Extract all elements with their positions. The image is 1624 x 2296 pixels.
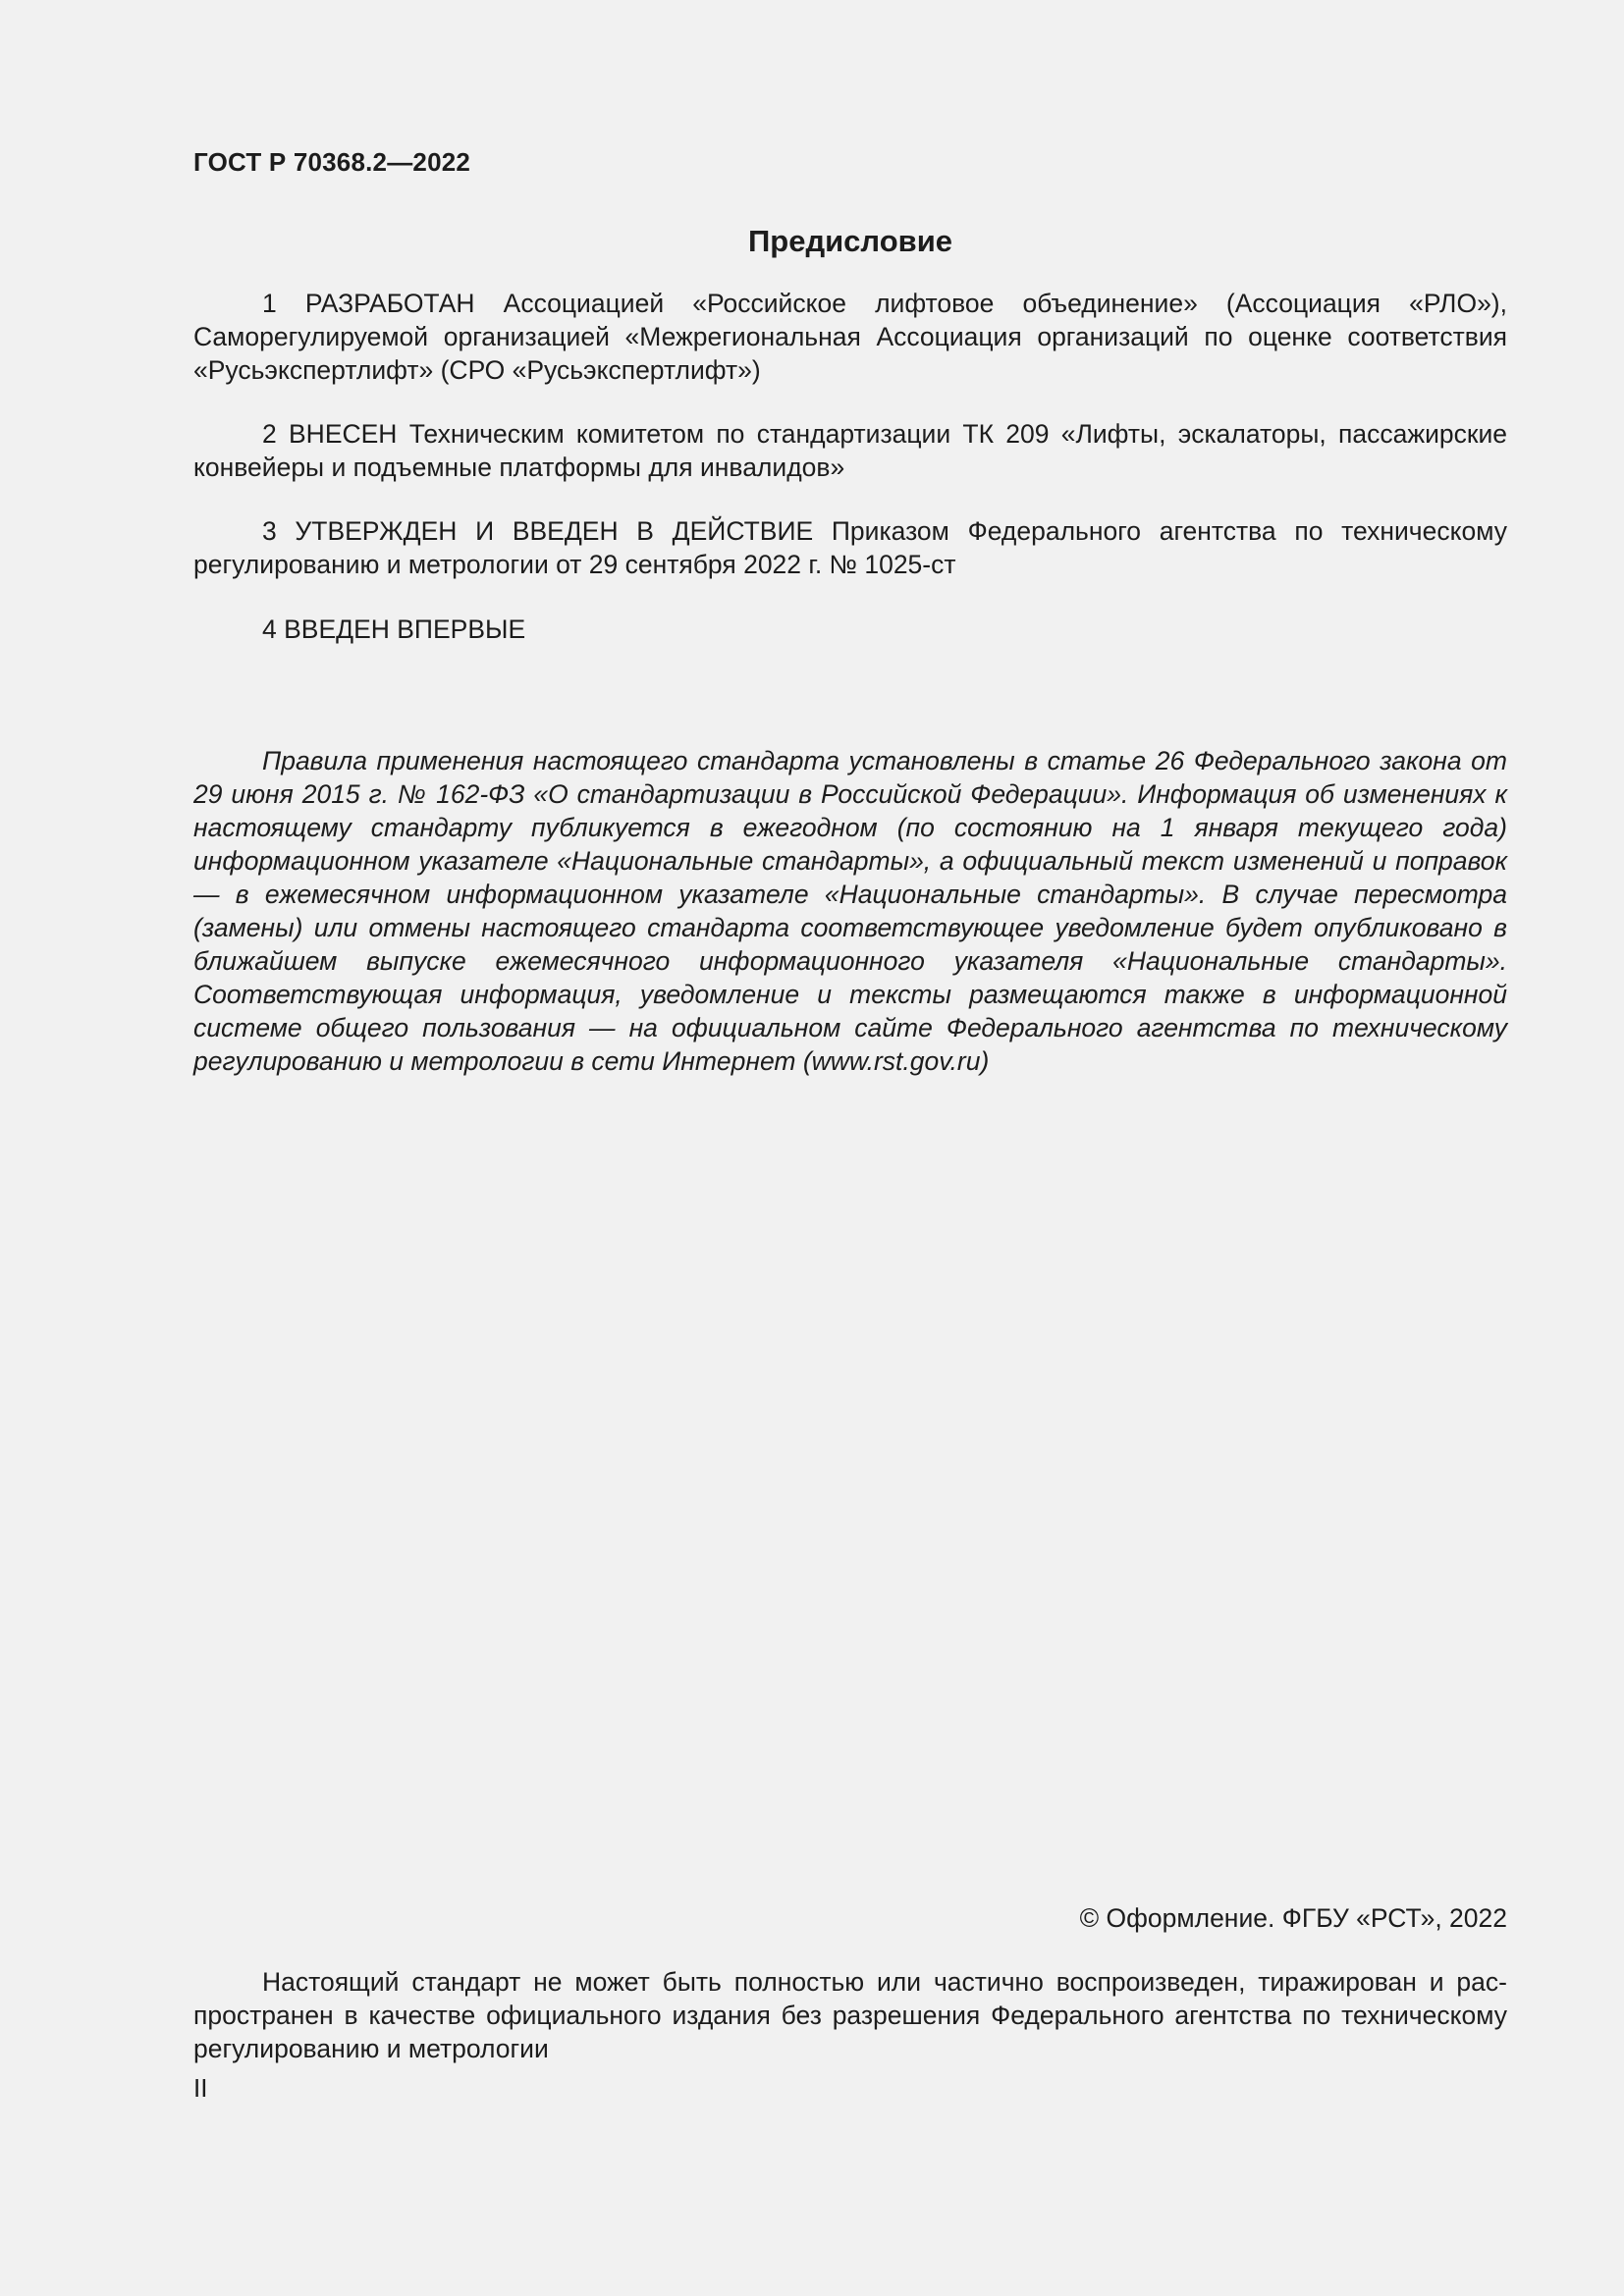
page-number: II [193,2073,208,2103]
section-title: Предисловие [747,224,952,258]
foreword-item-introduced: 4 ВВЕДЕН ВПЕРВЫЕ [262,614,526,644]
document-page [193,0,1507,2296]
document-code: ГОСТ Р 70368.2—2022 [193,147,471,177]
copyright-line: © Оформление. ФГБУ «РСТ», 2022 [1079,1903,1507,1933]
foreword-item-developed: 1 РАЗРАБОТАН Ассоциацией «Российское лифтовое объединение» (Ассоциация «РЛО»), Саморегулируемой организацией «Межрегиональная Ассоциация организаций по оценке соответствия «Русьэкспертлифт» (СРО «Русьэкспертлифт») [193,289,1507,385]
foreword-item-submitted: 2 ВНЕСЕН Техническим комитетом по стандартизации ТК 209 «Лифты, эскалаторы, пассажирские конвейеры и подъемные платформы для инвалидов» [193,419,1507,482]
rules-notice: Правила применения настоящего стандарта установлены в статье 26 Федерального закона от 29 июня 2015 г. № 162-ФЗ «О стандартизации в Российской Федерации». Информация об изменениях к настоящему стандарту публикуется в ежегодном (по состоянию на 1 января текущего года) информационном указателе «Национальные стандарты», а официальный текст изменений и поправок — в ежемесячном информационном указателе «Национальные стандарты». В случае пересмотра (замены) или отмены настоящего стандарта соответствующее уведомление будет опубликовано в ближайшем выпуске ежемесячного информационного указателя «Национальные стандарты». Соответствующая информация, уведомление и тексты размещаются также в информационной системе общего пользования — на официальном сайте Федерального агентства по техническому регулированию и метрологии в сети Интернет (www.rst.gov.ru) [193,746,1507,1076]
foreword-item-approved: 3 УТВЕРЖДЕН И ВВЕДЕН В ДЕЙСТВИЕ Приказом Федерального агентства по техническому регулированию и метрологии от 29 сентября 2022 г. № 1025-ст [193,516,1507,579]
reproduction-notice: Настоящий стандарт не может быть полностью или частично воспроизведен, тиражирован и распространен в качестве официального издания без разрешения Федерального агентства по техническому регулированию и метрологии [193,1967,1507,2063]
